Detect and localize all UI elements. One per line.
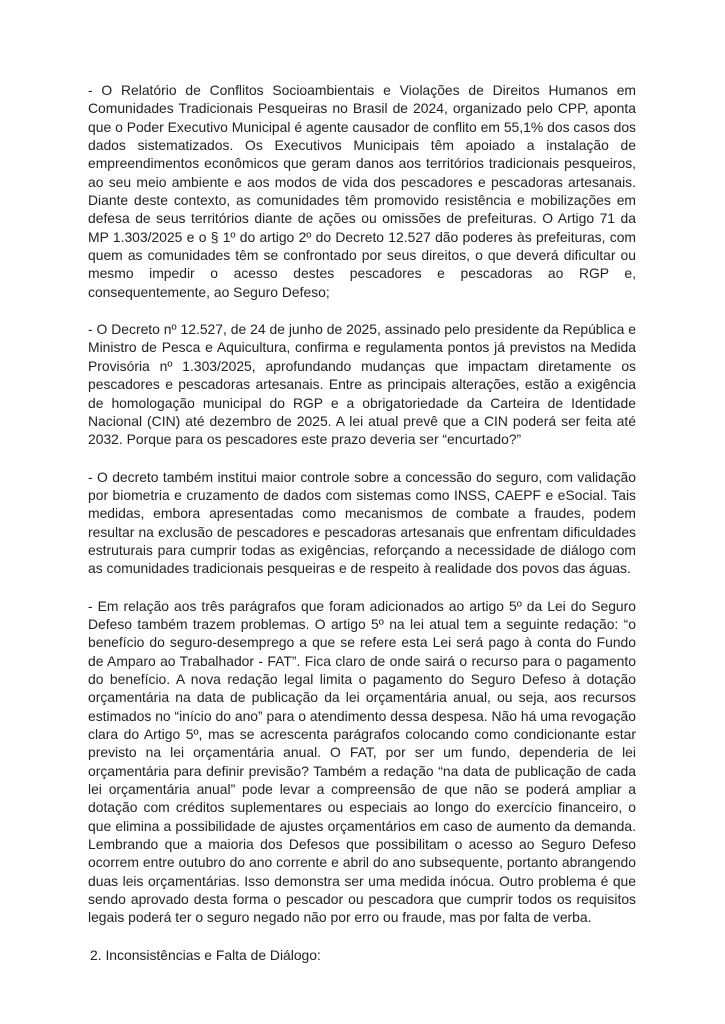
paragraph-insurance-control: - O decreto também institui maior controle sobre a concessão do seguro, com validação por biometria e cruzamento de dados com sistemas como INSS, CAEPF e eSocial. Tais medidas, embora apresentadas como mecanismos de combate a fraudes, podem resultar na exclusão de pescadores e pescadoras artesanais que enfrentam dificuldades estruturais para cumprir todas as exigências, reforçando a necessidade de diálogo com as comunidades tradicionais pesqueiras e de respeito à realidade dos povos das águas. [88, 468, 636, 577]
document-body [88, 81, 636, 983]
paragraph-cpp-report: - O Relatório de Conflitos Socioambientais e Violações de Direitos Humanos em Comunidades Tradicionais Pesqueiras no Brasil de 2024, organizado pelo CPP, aponta que o Poder Executivo Municipal é agente causador de conflito em 55,1% dos casos dos dados sistematizados. Os Executivos Municipais têm apoiado a instalação de empreendimentos econômicos que geram danos aos territórios tradicionais pesqueiros, ao seu meio ambiente e aos modos de vida dos pescadores e pescadoras artesanais. Diante deste contexto, as comunidades têm promovido resistência e mobilizações em defesa de seus territórios diante de ações ou omissões de prefeituras. O Artigo 71 da MP 1.303/2025 e o § 1º do artigo 2º do Decreto 12.527 dão poderes às prefeituras, com quem as comunidades têm se confrontado por seus direitos, o que deverá dificultar ou mesmo impedir o acesso destes pescadores e pescadoras ao RGP e, consequentemente, ao Seguro Defeso; [88, 82, 636, 300]
section-heading: 2. Inconsistências e Falta de Diálogo: [90, 946, 321, 963]
paragraph-decree-12527: - O Decreto nº 12.527, de 24 de junho de 2025, assinado pelo presidente da República e Ministro de Pesca e Aquicultura, confirma e regulamenta pontos já previstos na Medida Provisória nº 1.303/2025, aprofundando mudanças que impactam diretamente os pescadores e pescadoras artesanais. Entre as principais alterações, estão a exigência de homologação municipal do RGP e a obrigatoriedade da Carteira de Identidade Nacional (CIN) até dezembro de 2025. A lei atual prevê que a CIN poderá ser feita até 2032. Porque para os pescadores este prazo deveria ser “encurtado?” [88, 321, 636, 448]
paragraph-article-5: - Em relação aos três parágrafos que foram adicionados ao artigo 5º da Lei do Seguro Defeso também trazem problemas. O artigo 5º na lei atual tem a seguinte redação: “o benefício do seguro-desemprego a que se refere esta Lei será pago à conta do Fundo de Amparo ao Trabalhador - FAT”. Fica claro de onde sairá o recurso para o pagamento do benefício. A nova redação legal limita o pagamento do Seguro Defeso à dotação orçamentária na data de publicação da lei orçamentária anual, ou seja, aos recursos estimados no “início do ano” para o atendimento dessa despesa. Não há uma revogação clara do Artigo 5º, mas se acrescenta parágrafos colocando como condicionante estar previsto na lei orçamentária anual. O FAT, por ser um fundo, dependeria de lei orçamentária para definir previsão? Também a redação “na data de publicação de cada lei orçamentária anual” pode levar a compreensão de que não se poderá ampliar a dotação com créditos suplementares ou especiais ao longo do exercício financeiro, o que elimina a possibilidade de ajustes orçamentários em caso de aumento da demanda. Lembrando que a maioria dos Defesos que possibilitam o acesso ao Seguro Defeso ocorrem entre outubro do ano corrente e abril do ano subsequente, portanto abrangendo duas leis orçamentárias. Isso demonstra ser uma medida inócua. Outro problema é que sendo aprovado desta forma o pescador ou pescadora que cumprir todos os requisitos legais poderá ter o seguro negado não por erro ou fraude, mas por falta de verba. [88, 597, 636, 926]
